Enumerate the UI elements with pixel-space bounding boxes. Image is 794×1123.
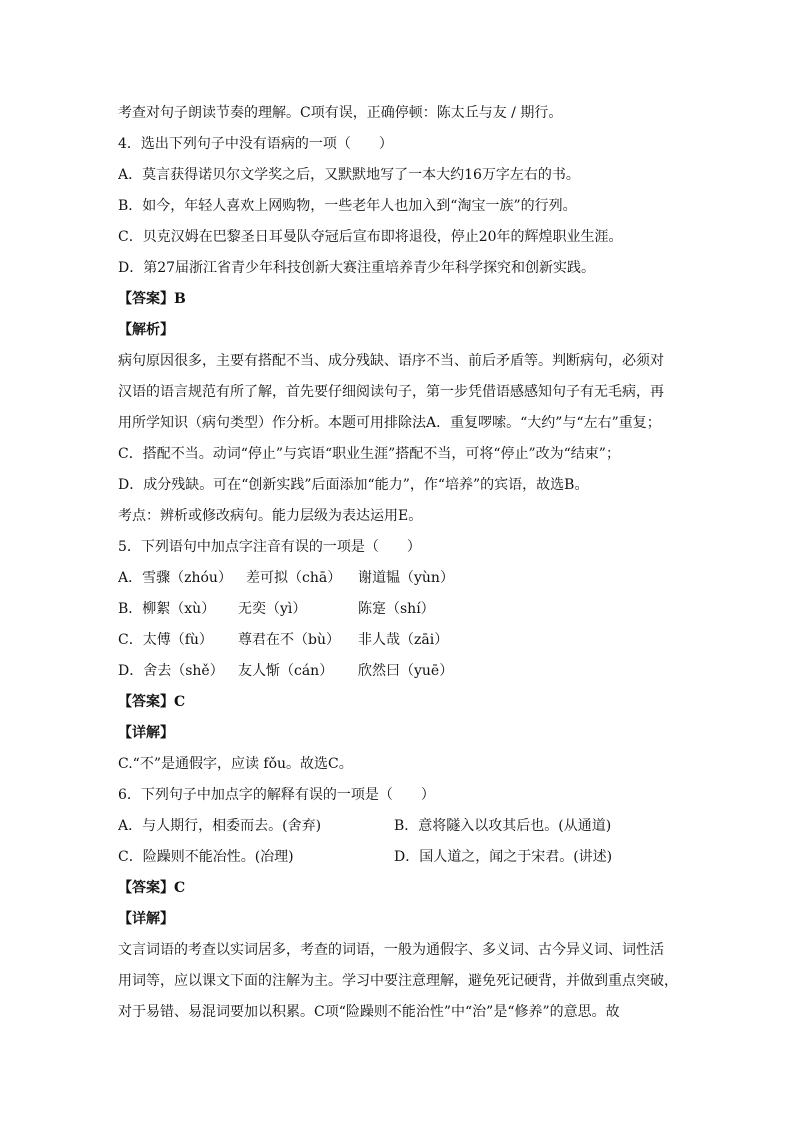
q4-answer: 【答案】B [118,291,186,307]
explanation-line: 用词等，应以课文下面的注解为主。学习中要注意理解，避免死记硬背，并做到重点突破， [118,973,678,989]
analysis-line: C．搭配不当。动词“停止”与宾语“职业生涯”搭配不当，可将“停止”改为“结束”； [118,446,620,462]
analysis-line: D．成分残缺。可在“创新实践”后面添加“能力”，作“培养”的宾语，故选B。 [118,477,589,493]
analysis-line: 用所学知识（病句类型）作分析。本题可用排除法A．重复啰嗦。“大约”与“左右”重复； [118,415,661,431]
analysis-line: 汉语的语言规范有所了解，首先要仔细阅读句子，第一步凭借语感感知句子有无毛病，再 [118,384,664,400]
q5-a-item-3: 谢道韫（yùn） [358,570,454,586]
q5-c-item-3: 非人哉（zāi） [358,632,449,648]
q5-answer: 【答案】C [118,694,186,710]
analysis-line: 病句原因很多，主要有搭配不当、成分残缺、语序不当、前后矛盾等。判断病句，必须对 [118,353,664,369]
q6-answer: 【答案】C [118,880,186,896]
q5-option-d [118,661,684,681]
q5-option-a [118,568,684,588]
q5-c-item-1: C．太傅（fù） [118,632,213,648]
q4-option-b: B．如今，年轻人喜欢上网购物，一些老年人也加入到“淘宝一族”的行列。 [118,198,577,214]
q6-option-b: B．意将隧入以攻其后也。(从通道) [394,818,612,834]
q5-b-item-1: B．柳絮（xù） [118,601,216,617]
q5-d-item-1: D．舍去（shě） [118,663,224,679]
explanation-line: 对于易错、易混词要加以积累。C项“险躁则不能治性”中“治”是“修养”的意思。故 [118,1004,620,1020]
q4-option-a: A．莫言获得诺贝尔文学奖之后，又默默地写了一本大约16万字左右的书。 [118,167,580,183]
q5-option-c [118,630,684,650]
q5-c-item-2: 尊君在不（bù） [238,632,340,648]
q5-b-item-2: 无奕（yì） [238,601,307,617]
q4-analysis-heading: 【解析】 [118,322,174,338]
q5-option-b [118,599,684,619]
q4-option-c: C．贝克汉姆在巴黎圣日耳曼队夺冠后宣布即将退役，停止20年的辉煌职业生涯。 [118,229,623,245]
question-6-stem: 6．下列句子中加点字的解释有误的一项是（ ） [118,787,435,803]
q4-option-d: D．第27届浙江省青少年科技创新大赛注重培养青少年科学探究和创新实践。 [118,260,596,276]
q5-b-item-3: 陈寔（shí） [358,601,435,617]
q5-a-item-2: 差可拟（chā） [246,570,342,586]
explanation-line: 文言词语的考查以实词居多，考查的词语，一般为通假字、多义词、古今异义词、词性活 [118,942,664,958]
q6-option-d: D．国人道之，闻之于宋君。(讲述) [394,849,613,865]
q6-option-c: C．险躁则不能冶性。(冶理) [118,849,294,865]
q5-a-item-1: A．雪骤（zhóu） [118,570,232,586]
q6-options-row-2 [118,847,684,867]
question-4-stem: 4．选出下列句子中没有语病的一项（ ） [118,136,393,152]
text-line: 考查对句子朗读节奏的理解。C项有误，正确停顿：陈太丘与友 / 期行。 [118,105,563,121]
q6-option-a: A．与人期行，相委而去。(舍弃) [118,818,322,834]
q5-d-item-3: 欣然曰（yuē） [358,663,454,679]
q5-explanation: C.“不”是通假字，应读 fǒu。故选C。 [118,756,353,772]
analysis-line: 考点：辨析或修改病句。能力层级为表达运用E。 [118,508,423,524]
q6-options-row-1 [118,816,684,836]
q6-explanation-heading: 【详解】 [118,911,174,927]
question-5-stem: 5．下列语句中加点字注音有误的一项是（ ） [118,539,421,555]
q5-explanation-heading: 【详解】 [118,725,174,741]
q5-d-item-2: 友人惭（cán） [238,663,334,679]
